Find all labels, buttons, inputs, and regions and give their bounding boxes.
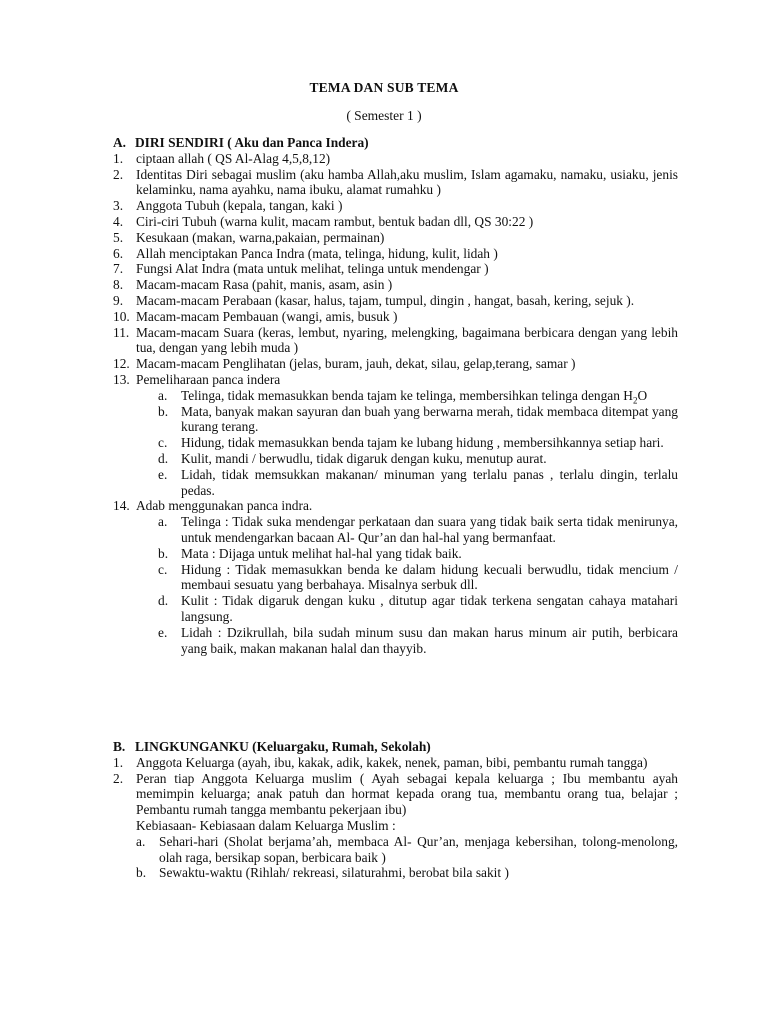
list-item: [113, 372, 678, 388]
section-title: DIRI SENDIRI ( Aku dan Panca Indera): [135, 135, 369, 150]
sub-list-item: [158, 546, 678, 562]
list-text: Hidung, tidak memasukkan benda tajam ke lubang hidung , membersihkannya setiap hari.: [181, 435, 664, 451]
list-number: 12.: [113, 356, 130, 372]
paragraph: Kebiasaan- Kebiasaan dalam Keluarga Muslim :: [136, 817, 396, 833]
list-item: [113, 167, 678, 199]
sub-list-item: [158, 562, 678, 594]
list-text: Lidah, tidak memsukkan makanan/ minuman yang terlalu panas , terlalu dingin, terlalu pedas.: [181, 466, 678, 498]
list-item: [113, 293, 678, 309]
list-item: [113, 356, 678, 372]
section-a-heading: [113, 135, 678, 151]
list-number: 1.: [113, 754, 124, 770]
list-number: 13.: [113, 371, 130, 387]
list-text: Anggota Keluarga (ayah, ibu, kakak, adik, kakek, nenek, paman, bibi, pembantu rumah tangga): [136, 754, 648, 770]
list-number: 2.: [113, 166, 124, 182]
list-letter: c.: [158, 435, 168, 451]
list-text: Pemeliharaan panca indera: [136, 371, 281, 387]
list-text: Macam-macam Rasa (pahit, manis, asam, asin ): [136, 277, 393, 293]
section-a: [113, 135, 678, 656]
list-item: [113, 230, 678, 246]
section-b-heading: [113, 739, 678, 755]
section-b-sublist: [113, 834, 678, 881]
section-letter: A.: [113, 135, 127, 150]
list-number: 4.: [113, 213, 124, 229]
list-item: [113, 309, 678, 325]
list-item: [113, 325, 678, 357]
list-text: Mata, banyak makan sayuran dan buah yang berwarna merah, tidak membaca ditempat yang kurang terang.: [181, 403, 678, 435]
list-number: 14.: [113, 498, 130, 514]
list-text: Sewaktu-waktu (Rihlah/ rekreasi, silaturahmi, berobat bila sakit ): [159, 865, 509, 881]
list-number: 3.: [113, 198, 124, 214]
list-text: Hidung : Tidak memasukkan benda ke dalam hidung kecuali berwudlu, tidak mencium / membaui sesuatu yang berbahaya. Misalnya serbuk dll.: [181, 561, 678, 593]
sub-list-item: [136, 865, 678, 881]
list-letter: d.: [158, 450, 169, 466]
list-letter: d.: [158, 593, 169, 609]
list-letter: a.: [158, 387, 168, 403]
list-letter: b.: [158, 545, 169, 561]
list-letter: e.: [158, 466, 168, 482]
list-text: Adab menggunakan panca indra.: [136, 498, 313, 514]
section-letter: B.: [113, 739, 126, 754]
sub-list-item: [158, 435, 678, 451]
list-text: Peran tiap Anggota Keluarga muslim ( Ayah sebagai kepala keluarga ; Ibu membantu ayah memimpin keluarga; anak patuh dan hormat kepada orang tua, membantu orang tua, belajar ; Pembantu rumah tangga membantu pekerjaan ibu): [136, 770, 678, 818]
document-title: TEMA DAN SUB TEMA: [309, 80, 459, 95]
list-item: [113, 755, 678, 771]
list-number: 1.: [113, 150, 124, 166]
list-item: [113, 261, 678, 277]
list-item: [113, 246, 678, 262]
list-text: Kulit : Tidak digaruk dengan kuku , ditutup agar tidak terkena sengatan cahaya matahari langsung.: [181, 593, 678, 624]
list-text: Macam-macam Suara (keras, lembut, nyaring, melengking, bagaimana berbicara dengan yang lebih tua, dengan yang lebih muda ): [136, 324, 678, 356]
sub-list-item: [158, 467, 678, 499]
sub-list-item: [158, 404, 678, 436]
list-letter: a.: [136, 833, 146, 849]
text-run: O: [637, 387, 648, 403]
list-letter: b.: [158, 403, 169, 419]
list-item: [113, 277, 678, 293]
section-title: LINGKUNGANKU (Keluargaku, Rumah, Sekolah): [135, 739, 431, 754]
list-text: Ciri-ciri Tubuh (warna kulit, macam rambut, bentuk badan dll, QS 30:22 ): [136, 213, 534, 229]
subscript: 2: [632, 395, 638, 406]
item-13-sublist: [113, 388, 678, 499]
sub-list-item: [158, 514, 678, 546]
list-text: Macam-macam Penglihatan (jelas, buram, jauh, dekat, silau, gelap,terang, samar ): [136, 356, 576, 372]
list-number: 6.: [113, 245, 124, 261]
list-number: 10.: [113, 308, 130, 324]
list-letter: c.: [158, 561, 168, 577]
list-text: [181, 388, 678, 404]
list-text: Kulit, mandi / berwudlu, tidak digaruk dengan kuku, menutup aurat.: [181, 450, 547, 466]
section-a-list: [113, 151, 678, 372]
list-letter: a.: [158, 514, 168, 530]
list-item: [113, 771, 678, 818]
list-number: 11.: [113, 324, 130, 340]
list-text: Sehari-hari (Sholat berjama’ah, membaca Al- Qur’an, menjaga kebersihan, tolong-menolong, olah raga, bersikap sopan, berbicara baik ): [159, 833, 678, 865]
list-text: Anggota Tubuh (kepala, tangan, kaki ): [136, 198, 343, 214]
list-number: 2.: [113, 770, 124, 786]
list-item: [113, 498, 678, 514]
list-letter: b.: [136, 865, 147, 881]
sub-list-item: [158, 388, 678, 404]
sub-list-item: [136, 834, 678, 866]
list-text: Lidah : Dzikrullah, bila sudah minum susu dan makan harus minum air putih, berbicara yang baik, makan makanan halal dan thayyib.: [181, 624, 678, 656]
text-run: Telinga, tidak memasukkan benda tajam ke telinga, membersihkan telinga dengan H: [181, 387, 633, 403]
list-text: Macam-macam Pembauan (wangi, amis, busuk ): [136, 308, 398, 324]
document-subtitle: ( Semester 1 ): [346, 108, 422, 123]
list-letter: e.: [158, 624, 168, 640]
list-number: 8.: [113, 277, 124, 293]
list-number: 9.: [113, 292, 124, 308]
list-item: [113, 198, 678, 214]
list-text: Telinga : Tidak suka mendengar perkataan dan suara yang tidak baik serta tidak menirunya, untuk mendengarkan bacaan Al- Qur’an dan hal-hal yang bermanfaat.: [181, 514, 678, 545]
list-number: 5.: [113, 229, 124, 245]
list-text: Allah menciptakan Panca Indra (mata, telinga, hidung, kulit, lidah ): [136, 245, 498, 261]
list-text: Fungsi Alat Indra (mata untuk melihat, telinga untuk mendengar ): [136, 261, 489, 277]
section-b: [113, 739, 678, 881]
list-text: Macam-macam Perabaan (kasar, halus, tajam, tumpul, dingin , hangat, basah, kering, sejuk ).: [136, 292, 635, 308]
list-text: Mata : Dijaga untuk melihat hal-hal yang tidak baik.: [181, 545, 462, 561]
list-text: Identitas Diri sebagai muslim (aku hamba Allah,aku muslim, Islam agamaku, namaku, usiaku, jenis kelaminku, nama ayahku, nama ibuku, alamat rumahku ): [136, 166, 678, 198]
list-item: [113, 151, 678, 167]
sub-list-item: [158, 593, 678, 625]
list-text: Kesukaan (makan, warna,pakaian, permainan): [136, 229, 385, 245]
list-number: 7.: [113, 261, 124, 277]
sub-list-item: [158, 625, 678, 657]
section-b-list: [113, 755, 678, 818]
list-item: [113, 214, 678, 230]
list-text: ciptaan allah ( QS Al-Alag 4,5,8,12): [136, 150, 331, 166]
sub-list-item: [158, 451, 678, 467]
item-14-sublist: [113, 514, 678, 656]
